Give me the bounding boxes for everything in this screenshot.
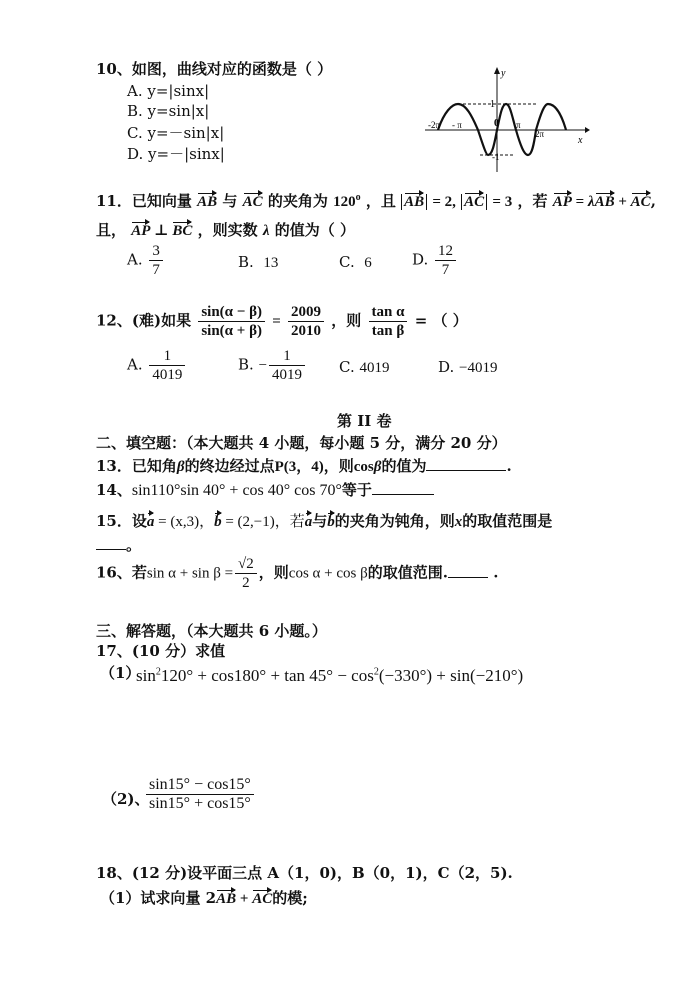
q17-part2-label: （2)、 — [102, 790, 150, 808]
q11-option-b: B. 13 — [238, 253, 279, 271]
q11-options — [127, 242, 237, 279]
q10-option-b: B. y=sin|x| — [127, 102, 210, 120]
q11-lambda: λ — [262, 223, 270, 239]
q11-text-d: ，且 — [365, 192, 396, 210]
section2-header: 二、填空题：（本大题共 4 小题，每小题 5 分，满分 20 分） — [96, 434, 507, 452]
q11-ap-expr: AP = λAB + AC — [552, 194, 651, 210]
q11-eq2: = 2, — [432, 194, 456, 210]
q17-part2-expr: $\frac{\sin 15^\circ - \cos 15^\circ}{\sin 15^\circ + \cos 15^\circ}$ — [144, 776, 256, 813]
q10-option-d: D. y=－|sinx| — [127, 145, 225, 163]
graph-origin-label: 0 — [494, 118, 499, 129]
graph-y-arrow — [494, 67, 500, 74]
q15-line2: 。 — [96, 534, 141, 555]
q12-ratio: $\frac{2009}{2010}$ — [288, 303, 324, 340]
q17-title: 17、(10 分）求值 — [96, 642, 226, 660]
graph-x-label: x — [578, 135, 583, 146]
q11-text-b: 与 — [222, 192, 238, 210]
q11-line2-c: 的值为（ ） — [274, 221, 355, 239]
graph-neg-one-label: -1 — [492, 152, 500, 162]
q11-line2-b: ，则实数 — [197, 221, 258, 239]
q17-part1-label: （1） — [100, 664, 141, 682]
q12-option-d: D. −4019 — [438, 358, 498, 376]
q10-option-a: A. y=|sinx| — [127, 82, 210, 100]
q11-line2-a: 且， — [96, 221, 127, 239]
q11-vector-ab: AB — [197, 194, 218, 210]
q12-option-a: A. $\frac{1}{4019}$ — [127, 347, 187, 384]
q11-text-e: ，若 — [517, 192, 548, 210]
q11-text-c: 的夹角为 — [267, 192, 328, 210]
graph-pi-label: π — [516, 120, 521, 130]
q13: 13．已知角β的终边经过点P(3，4)，则cosβ的值为 . — [96, 457, 512, 475]
section2-title: 第 II 卷 — [337, 412, 392, 430]
q16: 16、若sin α + sin β = $\frac{√2}{2}$ ，则cos α + cos β的取值范围. . — [96, 556, 499, 591]
q14-answer-blank[interactable] — [372, 494, 434, 495]
graph-y-label: y — [501, 68, 506, 79]
q10-option-c: C. y=－sin|x| — [127, 124, 225, 142]
q11-perp: AP ⊥ BC — [131, 223, 193, 239]
q11-vector-ac: AC — [242, 194, 263, 210]
graph-twopi-label: 2π — [535, 129, 545, 139]
q12-tail: = （ ） — [414, 311, 468, 330]
graph-one-label: 1 — [490, 99, 495, 110]
section3-header: 三、解答题，（本大题共 6 小题。） — [96, 622, 327, 640]
q18-title: 18、(12 分)设平面三点 A（1，0)，B（0，1)，C（2，5). — [96, 864, 513, 882]
q11-angle: 120$^o$ — [333, 192, 361, 210]
q12-fraction: $\frac{\sin(\alpha - \beta)}{\sin(\alpha + \beta)}$ — [198, 303, 265, 340]
graph-x-arrow — [585, 127, 590, 133]
q11-abs-ac: AC — [461, 194, 487, 210]
q12-stem: 12、(难)如果 $\frac{\sin(\alpha - \beta)}{\sin(\alpha + \beta)}$ = $\frac{2009}{2010}$ ，则 $\frac{\text{tan α}}{\text{tan β}}$ = （ ） — [96, 304, 468, 339]
q13-answer-blank[interactable] — [426, 470, 506, 471]
q18-part1: （1）试求向量 2AB + AC的模; — [100, 889, 308, 907]
q11-text-a: 11．已知向量 — [96, 192, 192, 210]
q11-line2 — [96, 219, 355, 240]
q11-option-c: C. 6 — [339, 253, 372, 271]
q12-lead: 12、(难)如果 — [96, 311, 192, 330]
q16-answer-blank[interactable] — [448, 577, 488, 578]
q11-line1: 11．已知向量 AB 与 AC 的夹角为 120$^o$ ，且 AB = 2, AC = 3 ，若 AP = λAB + AC, — [96, 192, 656, 210]
q11-abs-ab: AB — [401, 194, 427, 210]
q11-eq3: = 3 — [492, 194, 513, 210]
q15: 15．设a = (x,3)，b = (2,−1)，若a与b的夹角为钝角，则x的取值范围是 — [96, 512, 553, 530]
q12-option-b: B. − $\frac{1}{4019}$ — [238, 347, 307, 384]
q12-tan-fraction: $\frac{\text{tan α}}{\text{tan β}}$ — [369, 303, 408, 340]
graph-negpi-label: - π — [452, 120, 462, 130]
q11-option-a: A. $\frac{3}{7}$ — [127, 242, 237, 279]
q14: 14、sin110°sin 40° + cos 40° cos 70°等于 — [96, 479, 434, 500]
q15-answer-blank[interactable] — [96, 549, 126, 550]
q12-then: ，则 — [331, 311, 362, 330]
graph-neg2pi-label: -2π — [428, 120, 441, 130]
q10-stem: 10、如图，曲线对应的函数是（ ） — [96, 60, 333, 78]
q17-part1-expr: $\sin^2120^\circ + \cos 180^\circ + \tan 45^\circ - \cos^2(-330^\circ) + \sin(-210^\circ)$ — [136, 666, 524, 685]
q12-option-c: C. 4019 — [339, 358, 390, 376]
q11-option-d: D. $\frac{12}{7}$ — [412, 242, 458, 279]
q10-graph — [420, 64, 590, 174]
